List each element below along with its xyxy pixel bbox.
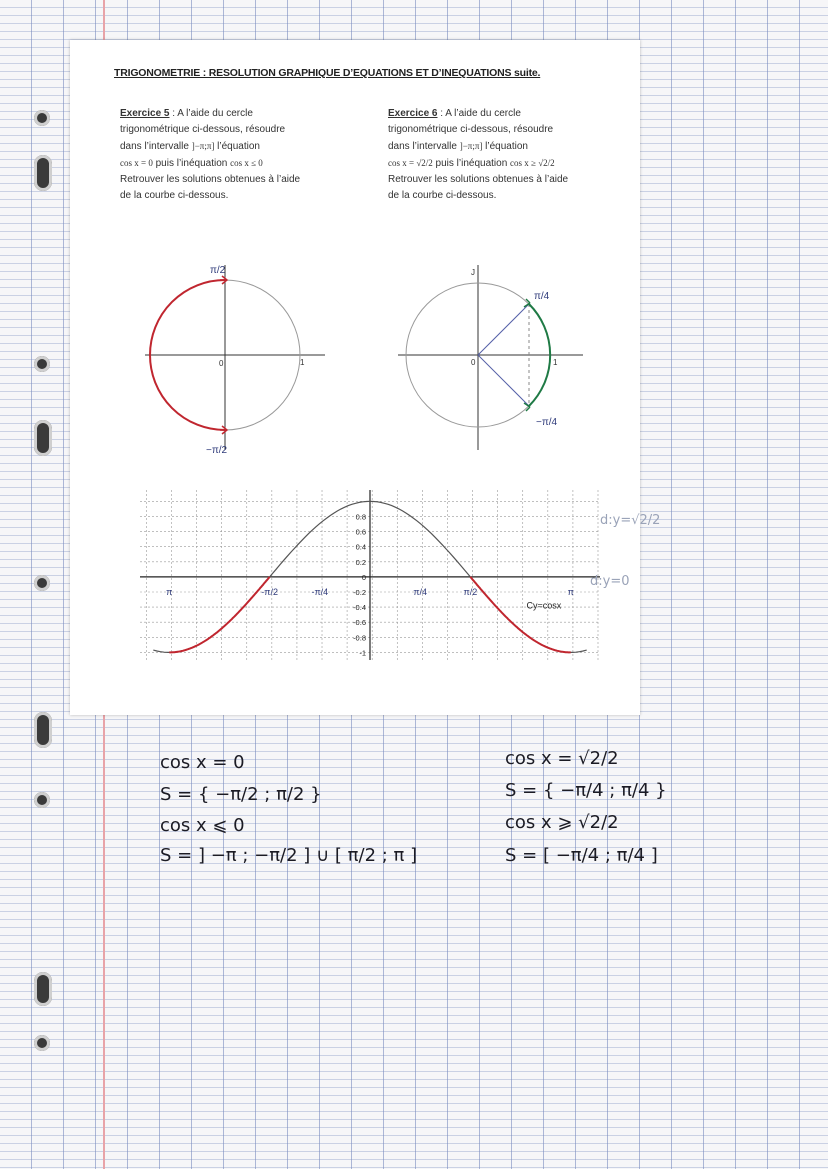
binder-hole (34, 420, 52, 456)
answer-right-line-1: cos x = √2/2 (505, 748, 619, 769)
text: trigonométrique ci-dessous, résoudre (388, 124, 554, 135)
origin-label: 0 (471, 358, 476, 367)
inequation: cos x ≤ 0 (230, 158, 263, 168)
curve-label: Cy=cosx (526, 600, 562, 611)
text: de la courbe ci-dessous. (120, 190, 229, 201)
arc-arrow (220, 276, 227, 284)
text: trigonométrique ci-dessous, résoudre (120, 124, 286, 135)
exercise-5-text (120, 106, 370, 204)
origin-label: 0 (219, 359, 224, 368)
text: l’équation (482, 141, 528, 152)
interval: ]−π;π] (459, 141, 483, 151)
exercise-6-label: Exercice 6 (388, 108, 438, 119)
inequation: cos x ≥ √2/2 (510, 158, 555, 168)
annotation-line-zero: d:y=0 (590, 574, 630, 589)
annotation-line-sqrt2: d:y=√2/2 (600, 513, 661, 528)
x-tick-label: -π/2 (261, 586, 279, 597)
binder-hole (34, 356, 50, 372)
y-tick-label: -0.4 (353, 603, 366, 613)
binder-hole (34, 1035, 50, 1051)
text: l’équation (214, 141, 260, 152)
answer-right-line-4: S = [ −π/4 ; π/4 ] (505, 845, 658, 866)
x-tick-label: -π/4 (311, 586, 329, 597)
binder-hole (34, 972, 52, 1006)
page-title: TRIGONOMETRIE : RESOLUTION GRAPHIQUE D’EQUATIONS ET D’INEQUATIONS suite. (114, 67, 541, 79)
y-tick-label: 0.2 (355, 557, 366, 567)
binder-hole (34, 575, 50, 591)
unit-label: 1 (300, 358, 305, 367)
x-tick-label: π/4 (413, 586, 428, 597)
trig-circle-1 (140, 255, 340, 465)
y-tick-label: 0.8 (355, 512, 366, 522)
ray-pi-4 (478, 304, 529, 355)
printed-worksheet (70, 40, 640, 715)
angle-label-bottom: −π/2 (206, 445, 228, 456)
angle-label-bottom: −π/4 (536, 417, 558, 428)
x-tick-label: π/2 (463, 586, 478, 597)
angle-label-top: π/4 (534, 291, 550, 302)
arc-arrow (220, 426, 227, 434)
text: Retrouver les solutions obtenues à l’aide (120, 174, 301, 185)
y-tick-label: -0.6 (353, 618, 366, 628)
y-tick-label: -1 (359, 648, 366, 658)
text: de la courbe ci-dessous. (388, 190, 497, 201)
unit-label: 1 (553, 358, 558, 367)
cosine-curve-highlight-right (470, 577, 570, 653)
text: dans l’intervalle (388, 141, 460, 152)
x-tick-label: π (567, 586, 574, 597)
equation: cos x = √2/2 (388, 158, 433, 168)
answer-right-line-3: cos x ⩾ √2/2 (505, 812, 619, 833)
chart-axes (140, 490, 600, 660)
angle-label-top: π/2 (210, 265, 226, 276)
text: : A l’aide du cercle (437, 108, 521, 119)
answer-left-line-3: cos x ⩽ 0 (160, 815, 245, 836)
answer-left-line-4: S = ] −π ; −π/2 ] ∪ [ π/2 ; π ] (160, 845, 418, 866)
interval: ]−π;π] (191, 141, 215, 151)
text: puis l’inéquation (152, 158, 231, 169)
y-tick-label: -0.8 (353, 633, 366, 643)
text: dans l’intervalle (120, 141, 192, 152)
exercise-6-text (388, 106, 638, 204)
trig-circle-2 (398, 255, 598, 465)
answer-right-line-2: S = { −π/4 ; π/4 } (505, 780, 667, 801)
text: puis l’inéquation (432, 158, 511, 169)
y-tick-label: 0.4 (355, 542, 366, 552)
x-tick-label: π (166, 586, 173, 597)
y-tick-label: -0.2 (353, 588, 366, 597)
exercise-5-label: Exercice 5 (120, 108, 170, 119)
binder-hole (34, 792, 50, 808)
y-tick-label: 0.6 (355, 527, 366, 537)
answer-left-line-1: cos x = 0 (160, 752, 245, 773)
text: Retrouver les solutions obtenues à l’aide (388, 174, 569, 185)
text: : A l’aide du cercle (169, 108, 253, 119)
j-label: J (471, 268, 475, 277)
cosine-curve-highlight-left (169, 577, 269, 653)
cosine-graph (130, 480, 610, 670)
binder-hole (34, 712, 52, 748)
equation: cos x = 0 (120, 158, 153, 168)
ray-minus-pi-4 (478, 355, 529, 406)
answer-left-line-2: S = { −π/2 ; π/2 } (160, 784, 322, 805)
y-tick-labels (353, 512, 366, 657)
y-tick-label: 0 (361, 572, 366, 582)
binder-hole (34, 110, 50, 126)
binder-hole (34, 155, 52, 191)
